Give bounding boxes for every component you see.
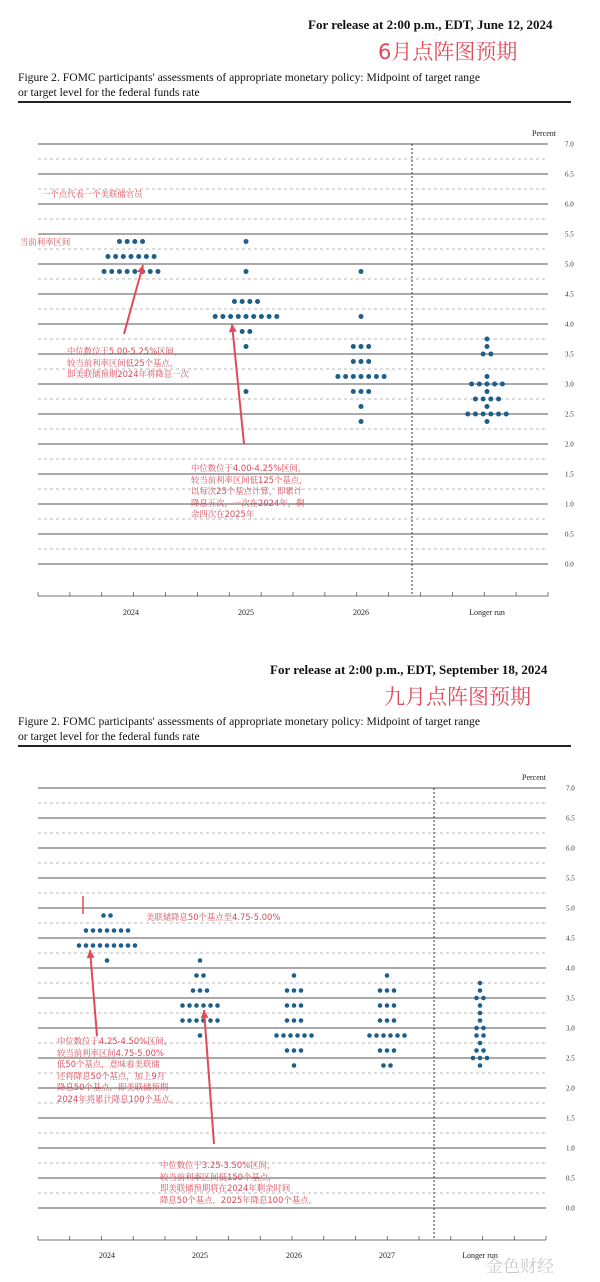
participant-dot: [215, 1003, 220, 1008]
participant-dot: [474, 1048, 479, 1053]
participant-dot: [198, 1033, 203, 1038]
participant-dot: [292, 988, 297, 993]
participant-dot: [299, 1003, 304, 1008]
y-tick-label: 6.5: [565, 170, 574, 179]
participant-dot: [180, 1018, 185, 1023]
participant-dot: [385, 1003, 390, 1008]
participant-dot: [292, 1048, 297, 1053]
participant-dot: [385, 1048, 390, 1053]
x-category-label: 2024: [123, 608, 139, 617]
x-category-label: 2027: [379, 1251, 395, 1260]
y-tick-label: 6.5: [566, 814, 575, 823]
participant-dot: [481, 1026, 486, 1031]
y-tick-label: 3.0: [566, 1024, 575, 1033]
participant-dot: [299, 988, 304, 993]
participant-dot: [381, 1063, 386, 1068]
participant-dot: [101, 913, 106, 918]
y-tick-label: 3.0: [565, 380, 574, 389]
y-tick-label: 0.0: [565, 560, 574, 569]
participant-dot: [478, 1041, 483, 1046]
participant-dot: [299, 1018, 304, 1023]
participant-dot: [285, 988, 290, 993]
x-category-label: 2026: [353, 608, 369, 617]
participant-dot: [208, 1018, 213, 1023]
participant-dot: [180, 1003, 185, 1008]
participant-dot: [378, 1018, 383, 1023]
y-tick-label: 4.5: [566, 934, 575, 943]
participant-dot: [378, 988, 383, 993]
participant-dot: [367, 1033, 372, 1038]
participant-dot: [198, 988, 203, 993]
y-tick-label: 6.0: [566, 844, 575, 853]
participant-dot: [105, 958, 110, 963]
y-tick-label: 1.5: [565, 470, 574, 479]
participant-dot: [187, 1018, 192, 1023]
participant-dot: [474, 1033, 479, 1038]
participant-dot: [191, 988, 196, 993]
y-tick-label: 0.5: [565, 530, 574, 539]
x-category-label: Longer run: [462, 1251, 498, 1260]
participant-dot: [285, 1048, 290, 1053]
participant-dot: [119, 928, 124, 933]
y-tick-label: 2.0: [565, 440, 574, 449]
participant-dot: [133, 943, 138, 948]
annotation-arrow: [90, 950, 97, 1036]
participant-dot: [392, 1048, 397, 1053]
participant-dot: [205, 988, 210, 993]
y-tick-label: 3.5: [566, 994, 575, 1003]
participant-dot: [119, 943, 124, 948]
participant-dot: [302, 1033, 307, 1038]
participant-dot: [108, 913, 113, 918]
participant-dot: [112, 928, 117, 933]
participant-dot: [402, 1033, 407, 1038]
participant-dot: [374, 1033, 379, 1038]
participant-dot: [471, 1056, 476, 1061]
y-tick-label: 4.0: [566, 964, 575, 973]
participant-dot: [478, 988, 483, 993]
y-tick-label: 5.0: [565, 260, 574, 269]
annotation-arrowhead: [201, 1010, 209, 1018]
x-category-label: 2025: [192, 1251, 208, 1260]
participant-dot: [126, 943, 131, 948]
participant-dot: [187, 1003, 192, 1008]
y-tick-label: 7.0: [566, 784, 575, 793]
participant-dot: [215, 1018, 220, 1023]
annotation-median-2024: 中位数位于4.25-4.50%区间， 较当前利率区间4.75-5.00% 低50个基点，意味着美联储 还将降息50个基点，加上9月 降息50个基点，即美联储预期 2024年将累计降息100个基点。: [57, 1036, 179, 1104]
y-tick-label: 5.5: [566, 874, 575, 883]
y-tick-label: 1.5: [566, 1114, 575, 1123]
participant-dot: [295, 1033, 300, 1038]
participant-dot: [385, 973, 390, 978]
participant-dot: [281, 1033, 286, 1038]
participant-dot: [292, 1018, 297, 1023]
participant-dot: [98, 943, 103, 948]
participant-dot: [388, 1063, 393, 1068]
participant-dot: [84, 943, 89, 948]
participant-dot: [105, 928, 110, 933]
participant-dot: [194, 973, 199, 978]
y-tick-label: 0.5: [566, 1174, 575, 1183]
participant-dot: [105, 943, 110, 948]
release-line-june: For release at 2:00 p.m., EDT, June 12, 2024: [308, 17, 553, 32]
participant-dot: [378, 1048, 383, 1053]
annotation-one-dot: 一个点代表一个美联储官员: [42, 189, 143, 199]
x-category-label: 2026: [286, 1251, 302, 1260]
release-line-september: For release at 2:00 p.m., EDT, September 18, 2024: [270, 662, 548, 677]
participant-dot: [98, 928, 103, 933]
caption-line-2: or target level for the federal funds rate: [18, 730, 200, 743]
participant-dot: [292, 1003, 297, 1008]
y-tick-label: 0.0: [566, 1204, 575, 1213]
participant-dot: [288, 1033, 293, 1038]
y-tick-label: 5.0: [566, 904, 575, 913]
participant-dot: [478, 981, 483, 986]
participant-dot: [381, 1033, 386, 1038]
x-category-label: 2025: [238, 608, 254, 617]
participant-dot: [299, 1048, 304, 1053]
caption-line-1: Figure 2. FOMC participants' assessments of appropriate monetary policy: Midpoint of target range: [18, 71, 480, 84]
y-tick-label: 7.0: [565, 140, 574, 149]
participant-dot: [84, 928, 89, 933]
participant-dot: [478, 1018, 483, 1023]
annotation-cut-50bp: 美联储降息50个基点至4.75-5.00%: [146, 912, 281, 922]
caption-line-1: Figure 2. FOMC participants' assessments of appropriate monetary policy: Midpoint of target range: [18, 715, 480, 728]
annotation-median-2025: 中位数位于4.00-4.25%区间， 较当前利率区间低125个基点， 以每次25个基点计算，即累计 降息五次，一次在2024年，剩 余四次在2025年: [191, 463, 308, 519]
participant-dot: [392, 1018, 397, 1023]
participant-dot: [194, 1018, 199, 1023]
participant-dot: [198, 958, 203, 963]
participant-dot: [474, 1026, 479, 1031]
participant-dot: [478, 1003, 483, 1008]
participant-dot: [292, 1063, 297, 1068]
participant-dot: [388, 1033, 393, 1038]
participant-dot: [292, 973, 297, 978]
participant-dot: [285, 1003, 290, 1008]
y-tick-label: 3.5: [565, 350, 574, 359]
annotation-arrow: [204, 1010, 214, 1144]
participant-dot: [481, 1048, 486, 1053]
participant-dot: [378, 1003, 383, 1008]
x-category-label: Longer run: [469, 608, 505, 617]
y-tick-label: 2.0: [566, 1084, 575, 1093]
y-axis-label: Percent: [532, 129, 556, 138]
participant-dot: [208, 1003, 213, 1008]
y-tick-label: 2.5: [565, 410, 574, 419]
annotation-current-range: 当前利率区间: [20, 237, 71, 247]
watermark-logo: 金色财经: [486, 1257, 554, 1277]
participant-dot: [385, 1018, 390, 1023]
participant-dot: [201, 1003, 206, 1008]
annotation-median-2024: 中位数位于5.00-5.25%区间， 较当前利率区间低25个基点， 即美联储预期2024年将降息一次: [67, 346, 189, 379]
annotation-arrowhead: [87, 950, 95, 958]
participant-dot: [392, 1003, 397, 1008]
participant-dot: [201, 973, 206, 978]
participant-dot: [285, 1018, 290, 1023]
participant-dot: [112, 943, 117, 948]
participant-dot: [478, 1056, 483, 1061]
y-tick-label: 2.5: [566, 1054, 575, 1063]
y-tick-label: 6.0: [565, 200, 574, 209]
participant-dot: [126, 928, 131, 933]
x-category-label: 2024: [99, 1251, 115, 1260]
y-tick-label: 1.0: [565, 500, 574, 509]
participant-dot: [91, 928, 96, 933]
heading-june: 6月点阵图预期: [378, 40, 518, 64]
participant-dot: [274, 1033, 279, 1038]
participant-dot: [194, 1003, 199, 1008]
participant-dot: [478, 1011, 483, 1016]
heading-september: 九月点阵图预期: [384, 685, 531, 709]
participant-dot: [395, 1033, 400, 1038]
participant-dot: [309, 1033, 314, 1038]
y-axis-label: Percent: [522, 773, 546, 782]
y-tick-label: 5.5: [565, 230, 574, 239]
participant-dot: [478, 1063, 483, 1068]
participant-dot: [91, 943, 96, 948]
y-tick-label: 4.5: [565, 290, 574, 299]
annotation-median-2025: 中位数位于3.25-3.50%区间， 较当前利率区间低150个基点， 即美联储预期将在2024年剩余时间 降息50个基点，2025年降息100个基点。: [160, 1160, 317, 1205]
participant-dot: [485, 1056, 490, 1061]
y-tick-label: 4.0: [565, 320, 574, 329]
participant-dot: [77, 943, 82, 948]
participant-dot: [385, 988, 390, 993]
participant-dot: [474, 996, 479, 1001]
y-tick-label: 1.0: [566, 1144, 575, 1153]
participant-dot: [392, 988, 397, 993]
participant-dot: [481, 1033, 486, 1038]
caption-line-2: or target level for the federal funds rate: [18, 86, 200, 99]
participant-dot: [481, 996, 486, 1001]
